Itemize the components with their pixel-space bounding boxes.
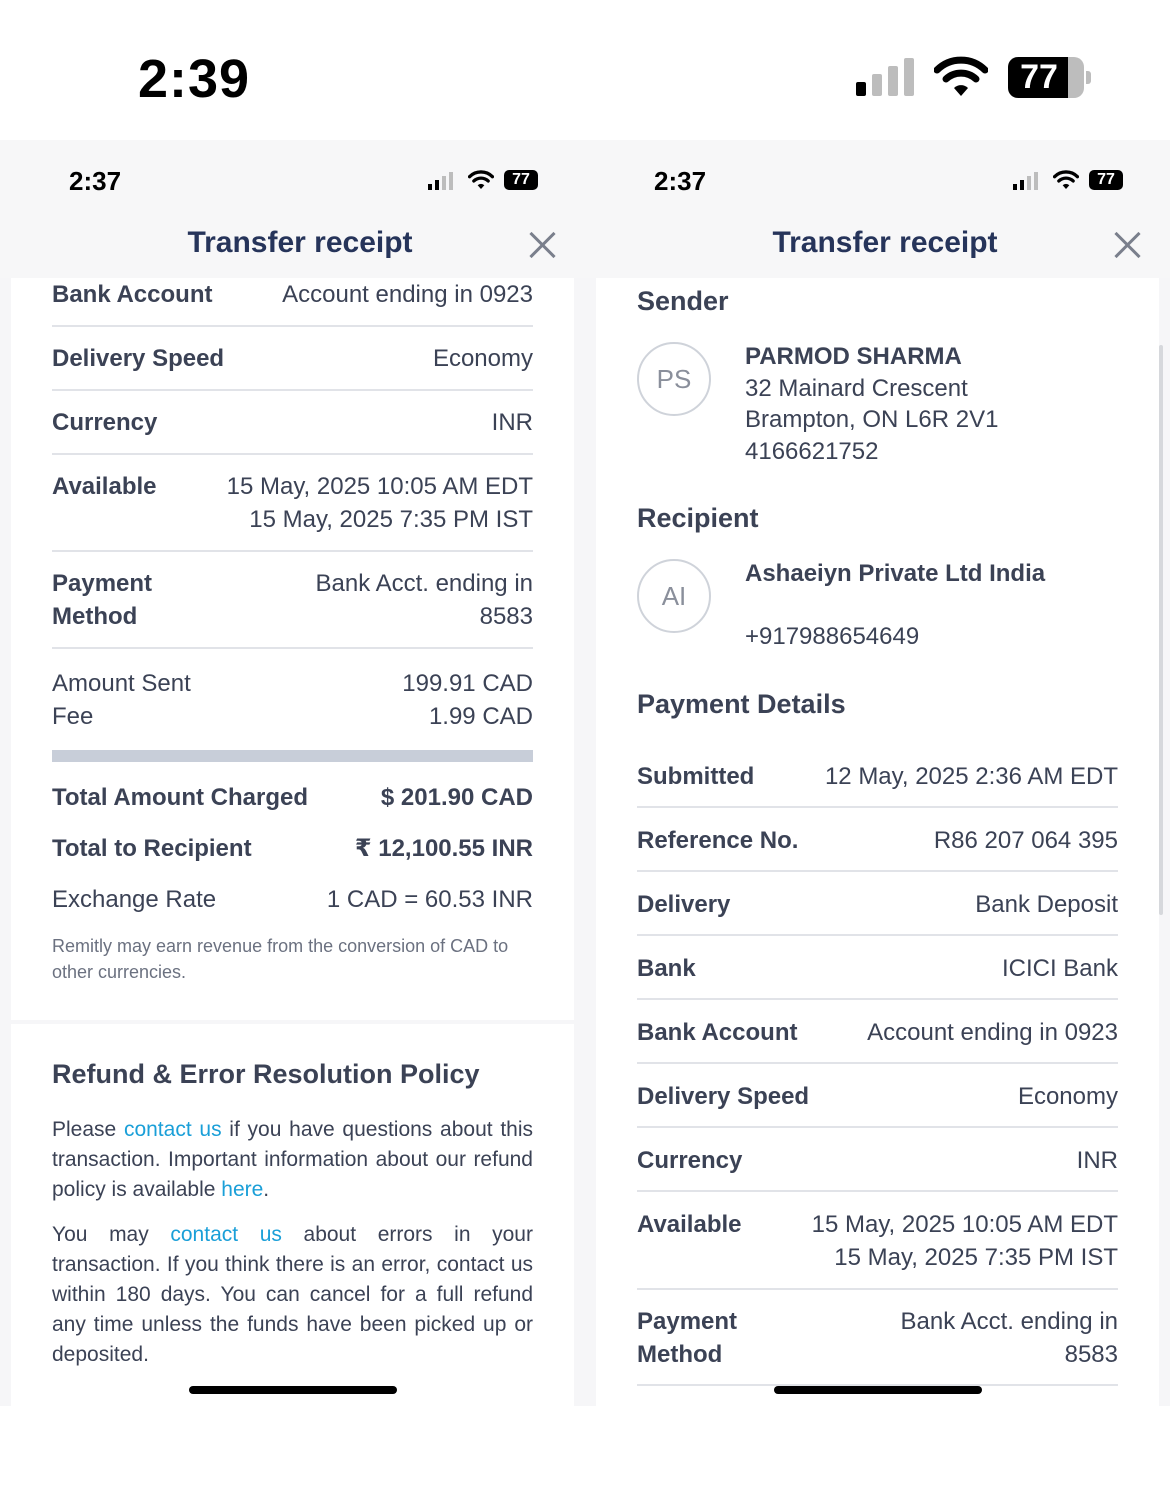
sender-name: PARMOD SHARMA (745, 343, 962, 370)
detail-row-bank-account: Bank Account Account ending in 0923 (637, 1019, 1118, 1046)
divider (637, 1190, 1118, 1192)
sender-address-line2: Brampton, ON L6R 2V1 (745, 406, 999, 433)
conversion-disclaimer: Remitly may earn revenue from the conversion of CAD to other currencies. (52, 936, 509, 982)
recipient-heading: Recipient (637, 503, 759, 533)
policy-paragraph-1: Please contact us if you have questions about this transaction. Important information about our refund policy is available here. (52, 1118, 533, 1201)
sender-phone: 4166621752 (745, 437, 879, 465)
status-time: 2:37 (654, 166, 707, 196)
recipient-phone: +917988654649 (745, 623, 920, 650)
signal-icon (428, 172, 453, 190)
divider (52, 647, 533, 649)
screen-header (0, 140, 585, 278)
detail-row-bank-account: Bank Account Account ending in 0923 (52, 281, 533, 308)
detail-row-delivery-speed: Delivery Speed Economy (637, 1083, 1118, 1110)
contact-us-link[interactable]: contact us (123, 1118, 222, 1141)
detail-row-payment-method: Payment Method Bank Acct. ending in 8583 (637, 1308, 1118, 1368)
battery-icon (504, 170, 538, 190)
screen-header (585, 140, 1170, 278)
detail-row-bank: Bank ICICI Bank (637, 955, 1118, 982)
avatar: PS (637, 342, 711, 416)
detail-row-delivery: Delivery Bank Deposit (637, 891, 1118, 918)
detail-row-currency: Currency INR (52, 409, 533, 436)
recipient-name: Ashaeiyn Private Ltd India (745, 560, 1046, 587)
divider (52, 453, 533, 455)
status-time: 2:39 (138, 49, 251, 109)
divider (52, 325, 533, 327)
sender-address-line1: 32 Mainard Crescent (745, 374, 968, 402)
battery-empty (1068, 57, 1084, 98)
battery-icon (1008, 57, 1070, 98)
battery-level: 77 (1020, 58, 1058, 96)
detail-row-submitted: Submitted 12 May, 2025 2:36 AM EDT (637, 763, 1118, 790)
battery-icon (1089, 170, 1123, 190)
divider (637, 1288, 1118, 1290)
contact-us-link[interactable]: contact us (170, 1223, 282, 1246)
fee-row: Fee 1.99 CAD (52, 703, 533, 730)
left-screenshot (0, 140, 585, 1406)
divider (637, 934, 1118, 936)
home-indicator (189, 1386, 397, 1394)
sender-heading: Sender (637, 286, 729, 316)
page-title: Transfer receipt (187, 226, 413, 259)
divider (637, 1062, 1118, 1064)
detail-row-available: Available 15 May, 2025 10:05 AM EDT 15 May, 2025 7:35 PM IST (637, 1211, 1118, 1271)
detail-row-available: Available 15 May, 2025 10:05 AM EDT 15 May, 2025 7:35 PM IST (52, 473, 533, 533)
signal-icon (1013, 172, 1038, 190)
detail-row-reference: Reference No. R86 207 064 395 (637, 827, 1118, 854)
detail-row-currency: Currency INR (637, 1147, 1118, 1174)
detail-row-delivery-speed: Delivery Speed Economy (52, 345, 533, 372)
payment-details-heading: Payment Details (637, 689, 846, 719)
totals-separator (52, 750, 533, 762)
divider (637, 1126, 1118, 1128)
wifi-icon (934, 56, 988, 98)
signal-icon (856, 58, 914, 96)
policy-paragraph-2: You may contact us about errors in your transaction. If you think there is an error, contact us within 180 days. You can cancel for a full refund any time unless the funds have been picked up or deposited. (52, 1223, 533, 1366)
battery-level: 77 (1097, 171, 1115, 188)
battery-level: 77 (512, 171, 530, 188)
wifi-icon (1053, 170, 1079, 190)
detail-row-payment-method: Payment Method Bank Acct. ending in 8583 (52, 570, 533, 630)
status-time: 2:37 (69, 166, 122, 196)
amount-sent-row: Amount Sent 199.91 CAD (52, 670, 533, 697)
divider (52, 389, 533, 391)
wifi-icon (468, 170, 494, 190)
divider (637, 870, 1118, 872)
page-title: Transfer receipt (772, 226, 998, 259)
total-charged-row: Total Amount Charged $ 201.90 CAD (52, 784, 533, 811)
right-screenshot (585, 140, 1170, 1406)
scrollbar[interactable] (1159, 345, 1163, 915)
total-recipient-row: Total to Recipient ₹ 12,100.55 INR (52, 835, 533, 862)
close-icon[interactable] (528, 230, 558, 260)
avatar: AI (637, 559, 711, 633)
policy-heading: Refund & Error Resolution Policy (52, 1059, 480, 1089)
here-link[interactable]: here (221, 1178, 264, 1201)
divider (637, 998, 1118, 1000)
close-icon[interactable] (1113, 230, 1143, 260)
battery-tip (1086, 71, 1091, 84)
home-indicator (774, 1386, 982, 1394)
sender-info (745, 341, 998, 467)
exchange-rate-row: Exchange Rate 1 CAD = 60.53 INR (52, 886, 533, 913)
divider (52, 550, 533, 552)
divider (637, 806, 1118, 808)
